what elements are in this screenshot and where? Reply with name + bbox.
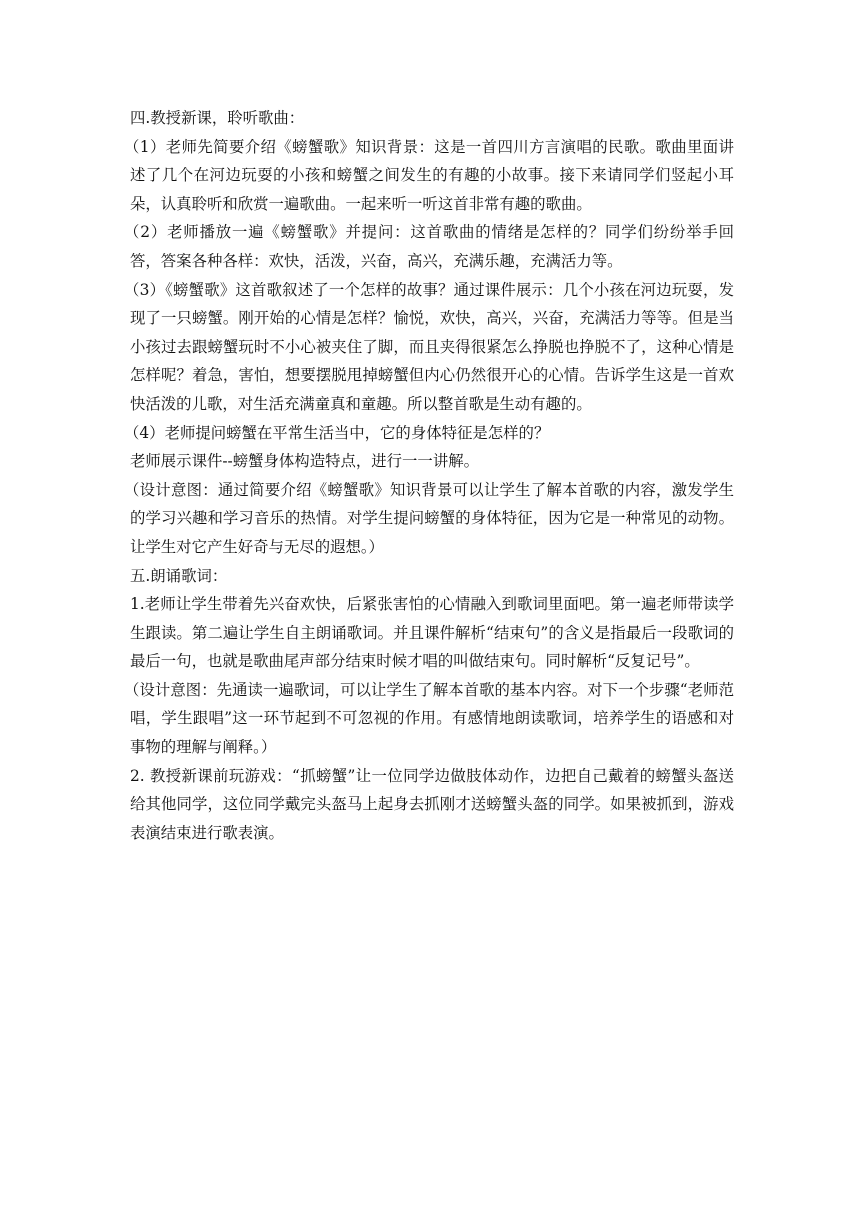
paragraph-game: 2. 教授新课前玩游戏：“抓螃蟹”让一位同学边做肢体动作，边把自己戴着的螃蟹头盔送给其他同学，这位同学戴完头盔马上起身去抓刚才送螃蟹头盔的同学。如果被抓到，游戏表演结束进行歌表演。 bbox=[130, 766, 734, 842]
paragraph-design-intent-1: （设计意图：通过简要介绍《螃蟹歌》知识背景可以让学生了解本首歌的内容，激发学生的学习兴趣和学习音乐的热情。对学生提问螃蟹的身体特征，因为它是一种常见的动物。让学生对它产生好奇与无尽的遐想。） bbox=[124, 480, 734, 556]
section-heading-5: 五.朗诵歌词： bbox=[130, 566, 228, 585]
paragraph-step-4: （4）老师提问螃蟹在平常生活当中，它的身体特征是怎样的？ bbox=[124, 423, 550, 442]
section-heading-4: 四.教授新课，聆听歌曲： bbox=[130, 109, 305, 127]
document-body bbox=[124, 104, 734, 847]
paragraph-step-3: （3）《螃蟹歌》这首歌叙述了一个怎样的故事？通过课件展示：几个小孩在河边玩耍，发现了一只螃蟹。刚开始的心情是怎样？愉悦，欢快，高兴，兴奋，充满活力等等。但是当小孩过去跟螃蟹玩时不小心被夹住了脚，而且夹得很紧怎么挣脱也挣脱不了，这种心情是怎样呢？着急，害怕，想要摆脱甩掉螃蟹但内心仍然很开心的心情。告诉学生这是一首欢快活泼的儿歌，对生活充满童真和童趣。所以整首歌是生动有趣的。 bbox=[124, 280, 734, 413]
paragraph-step-1: （1）老师先简要介绍《螃蟹歌》知识背景：这是一首四川方言演唱的民歌。歌曲里面讲述了几个在河边玩耍的小孩和螃蟹之间发生的有趣的小故事。接下来请同学们竖起小耳朵，认真聆听和欣赏一遍歌曲。一起来听一听这首非常有趣的歌曲。 bbox=[124, 137, 734, 213]
paragraph-courseware: 老师展示课件--螃蟹身体构造特点，进行一一讲解。 bbox=[130, 452, 479, 471]
paragraph-recite-1: 1.老师让学生带着先兴奋欢快，后紧张害怕的心情融入到歌词里面吧。第一遍老师带读学生跟读。第二遍让学生自主朗诵歌词。并且课件解析“结束句”的含义是指最后一段歌词的最后一句，也就是歌曲尾声部分结束时候才唱的叫做结束句。同时解析“反复记号”。 bbox=[130, 595, 734, 671]
paragraph-design-intent-2: （设计意图：先通读一遍歌词，可以让学生了解本首歌的基本内容。对下一个步骤“老师范唱，学生跟唱”这一环节起到不可忽视的作用。有感情地朗读歌词，培养学生的语感和对事物的理解与阐释。） bbox=[124, 680, 734, 757]
paragraph-step-2: （2）老师播放一遍《螃蟹歌》并提问：这首歌曲的情绪是怎样的？同学们纷纷举手回答，答案各种各样：欢快，活泼，兴奋，高兴，充满乐趣，充满活力等。 bbox=[124, 223, 734, 270]
